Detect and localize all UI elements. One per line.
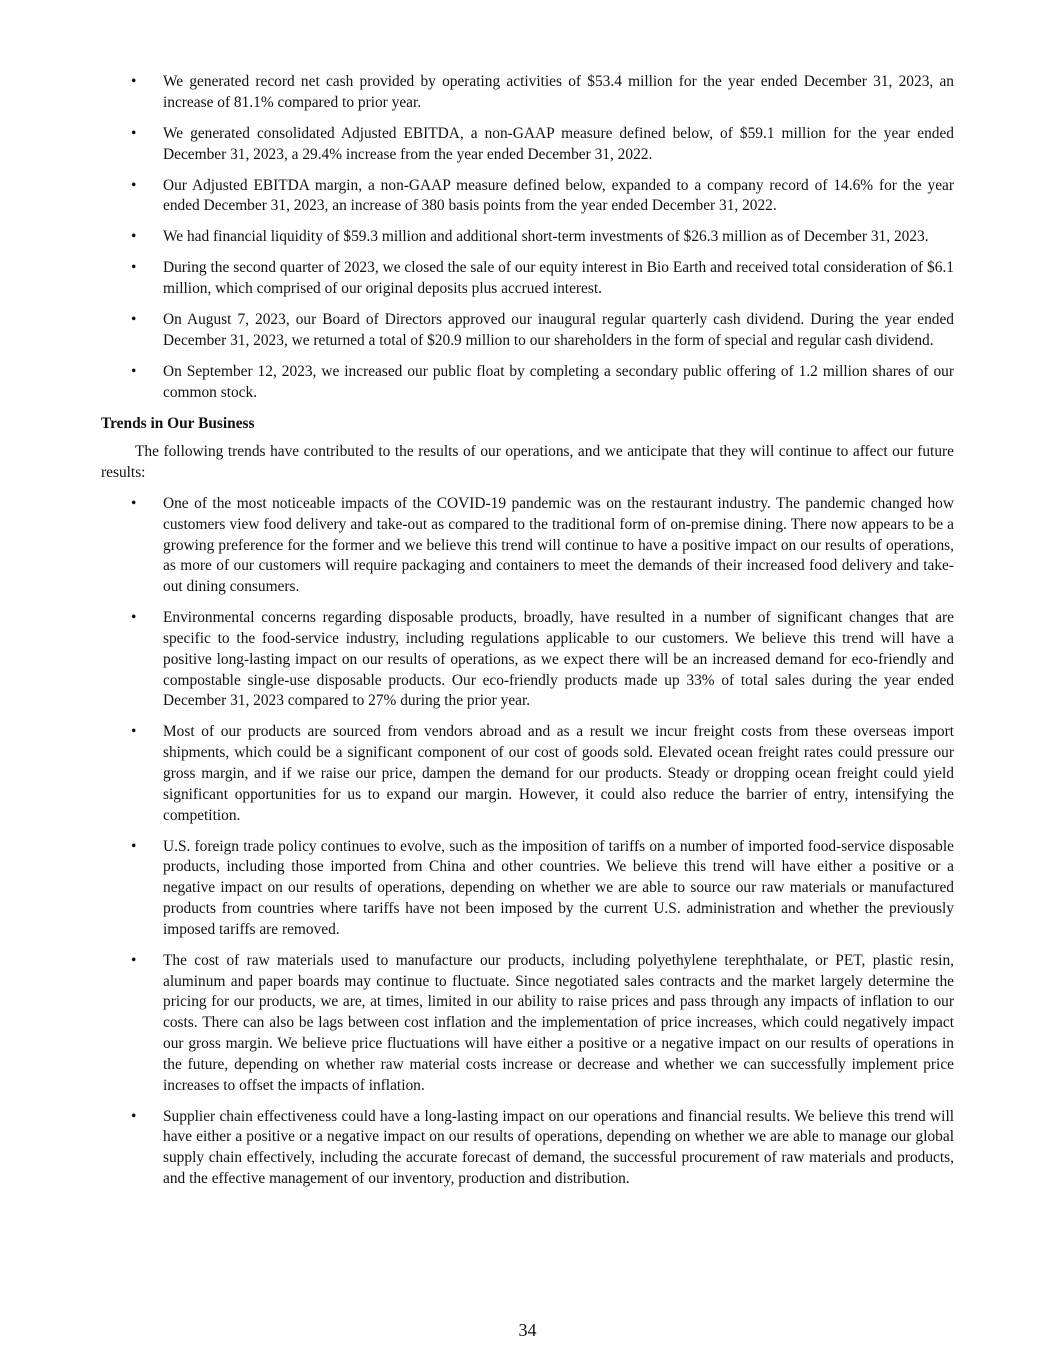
bullet-icon: • — [131, 495, 137, 513]
bullet-icon: • — [131, 609, 137, 627]
page-content — [101, 72, 954, 1200]
list-item-text: We generated consolidated Adjusted EBITDA, a non-GAAP measure defined below, of $59.1 million for the year ended December 31, 2023, a 29.4% increase from the year ended December 31, 2022. — [163, 124, 954, 163]
list-item — [101, 362, 954, 404]
list-item — [101, 176, 954, 218]
bullet-icon: • — [131, 228, 137, 246]
bullet-icon: • — [131, 259, 137, 277]
list-item — [101, 72, 954, 114]
list-item-text: The cost of raw materials used to manufacture our products, including polyethylene terephthalate, or PET, plastic resin, aluminum and paper boards may continue to fluctuate. Since negotiated sales contracts and the market largely determine the pricing for our products, we are, at times, limited in our ability to raise prices and pass through any impacts of inflation to our costs. There can also be lags between cost inflation and the implementation of price increases, which could negatively impact our gross margin. We believe price fluctuations will have either a positive or a negative impact on our results of operations in the future, depending on whether raw material costs increase or decrease and whether we can successfully implement price increases to offset the impacts of inflation. — [163, 951, 954, 1094]
list-item — [101, 1107, 954, 1190]
list-item-text: We had financial liquidity of $59.3 million and additional short-term investments of $26.3 million as of December 31, 2023. — [163, 228, 929, 246]
section-intro: The following trends have contributed to the results of our operations, and we anticipate that they will continue to affect our future results: — [101, 443, 954, 482]
trends-list — [101, 494, 954, 1190]
list-item — [101, 310, 954, 352]
list-item — [101, 258, 954, 300]
bullet-icon: • — [131, 1107, 137, 1125]
list-item-text: Supplier chain effectiveness could have a long-lasting impact on our operations and financial results. We believe this trend will have either a positive or a negative impact on our results of operations, depending on whether we are able to manage our global supply chain effectively, including the accurate forecast of demand, the successful procurement of raw materials and products, and the effective management of our inventory, production and distribution. — [163, 1107, 954, 1187]
list-item-text: During the second quarter of 2023, we closed the sale of our equity interest in Bio Earth and received total consideration of $6.1 million, which comprised of our original deposits plus accrued interest. — [163, 259, 954, 298]
list-item — [101, 227, 954, 248]
bullet-icon: • — [131, 124, 137, 142]
bullet-icon: • — [131, 311, 137, 329]
bullet-icon: • — [131, 837, 137, 855]
page-number: 34 — [518, 1320, 537, 1340]
section-heading: Trends in Our Business — [101, 415, 255, 433]
list-item-text: One of the most noticeable impacts of the COVID-19 pandemic was on the restaurant industry. The pandemic changed how customers view food delivery and take-out as compared to the traditional form of on-premise dining. There now appears to be a growing preference for the former and we believe this trend will continue to have a positive impact on our results of operations, as more of our customers will require packaging and containers to meet the demands of their increased food delivery and take-out dining consumers. — [163, 495, 954, 596]
bullet-icon: • — [131, 73, 137, 90]
list-item-text: We generated record net cash provided by operating activities of $53.4 million for the year ended December 31, 2023, an increase of 81.1% compared to prior year. — [163, 73, 954, 111]
list-item-text: Environmental concerns regarding disposable products, broadly, have resulted in a number of significant changes that are specific to the food-service industry, including regulations applicable to our customers. We believe this trend will have a positive long-lasting impact on our results of operations, as we expect there will be an increased demand for eco-friendly and compostable single-use disposable products. Our eco-friendly products made up 33% of total sales during the year ended December 31, 2023 compared to 27% during the prior year. — [163, 609, 954, 710]
list-item — [101, 837, 954, 941]
list-item — [101, 494, 954, 598]
bullet-icon: • — [131, 176, 137, 194]
highlights-list — [101, 72, 954, 403]
bullet-icon: • — [131, 723, 137, 741]
list-item — [101, 722, 954, 826]
list-item — [101, 608, 954, 712]
list-item — [101, 124, 954, 166]
list-item-text: U.S. foreign trade policy continues to evolve, such as the imposition of tariffs on a number of imported food-service disposable products, including those imported from China and other countries. We believe this trend will have either a positive or a negative impact on our results of operations, depending on whether we are able to source our raw materials or manufactured products from countries where tariffs have not been imposed by the current U.S. administration and whether the previously imposed tariffs are removed. — [163, 837, 954, 938]
list-item-text: Our Adjusted EBITDA margin, a non-GAAP measure defined below, expanded to a company record of 14.6% for the year ended December 31, 2023, an increase of 380 basis points from the year ended December 31, 2022. — [163, 176, 954, 215]
bullet-icon: • — [131, 362, 137, 380]
list-item — [101, 951, 954, 1097]
list-item-text: On August 7, 2023, our Board of Directors approved our inaugural regular quarterly cash dividend. During the year ended December 31, 2023, we returned a total of $20.9 million to our shareholders in the form of special and regular cash dividend. — [163, 311, 954, 349]
list-item-text: Most of our products are sourced from vendors abroad and as a result we incur freight costs from these overseas import shipments, which could be a significant component of our cost of goods sold. Elevated ocean freight rates could pressure our gross margin, and if we raise our price, dampen the demand for our products. Steady or dropping ocean freight could yield significant opportunities for us to expand our margin. However, it could also reduce the barrier of entry, intensifying the competition. — [163, 723, 954, 824]
bullet-icon: • — [131, 951, 137, 969]
list-item-text: On September 12, 2023, we increased our public float by completing a secondary public offering of 1.2 million shares of our common stock. — [163, 362, 954, 401]
